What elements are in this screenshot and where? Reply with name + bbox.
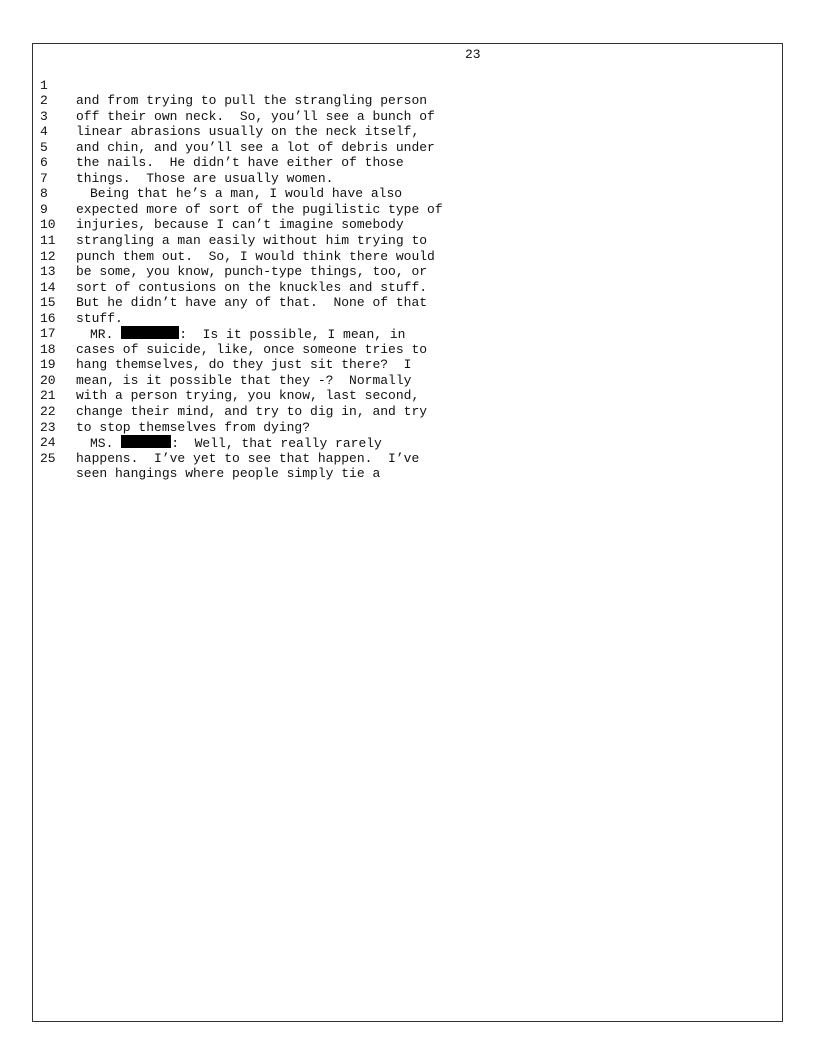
line-number: 12 — [40, 248, 56, 264]
line-number: 7 — [40, 170, 48, 186]
line-number: 8 — [40, 186, 48, 202]
line-text: mean, is it possible that they -? Normally — [76, 372, 412, 388]
line-number: 5 — [40, 139, 48, 155]
line-number: 25 — [40, 450, 56, 466]
line-text: strangling a man easily without him trying to — [76, 233, 428, 249]
line-text: be some, you know, punch-type things, too, or — [76, 264, 428, 280]
line-number: 23 — [40, 419, 56, 435]
line-number: 15 — [40, 295, 56, 311]
line-text: cases of suicide, like, once someone tries to — [76, 341, 428, 357]
line-text: But he didn’t have any of that. None of that — [76, 295, 428, 311]
line-text: seen hangings where people simply tie a — [76, 466, 381, 482]
line-text: stuff. — [76, 310, 123, 326]
speaker-title: MS. — [90, 436, 114, 452]
line-text: happens. I’ve yet to see that happen. I’ve — [76, 450, 420, 466]
line-text: expected more of sort of the pugilistic type of — [76, 201, 443, 217]
line-text: Being that he’s a man, I would have also — [90, 186, 403, 202]
line-number: 16 — [40, 310, 56, 326]
line-number: 2 — [40, 93, 48, 109]
line-number: 17 — [40, 326, 56, 342]
line-number: 19 — [40, 357, 56, 373]
line-text: : Well, that really rarely — [171, 436, 382, 452]
line-number: 18 — [40, 341, 56, 357]
line-number: 14 — [40, 279, 56, 295]
line-text: off their own neck. So, you’ll see a bunch of — [76, 108, 435, 124]
line-text: and from trying to pull the strangling person — [76, 93, 428, 109]
line-number: 10 — [40, 217, 56, 233]
line-text: : Is it possible, I mean, in — [179, 327, 406, 343]
line-number: 21 — [40, 388, 56, 404]
line-number: 24 — [40, 435, 56, 451]
page-number: 23 — [465, 47, 481, 62]
line-number: 11 — [40, 233, 56, 249]
speaker-title: MR. — [90, 327, 114, 343]
line-number: 20 — [40, 372, 56, 388]
transcript-line — [0, 62, 816, 109]
line-text: sort of contusions on the knuckles and stuff. — [76, 279, 428, 295]
line-text: and chin, and you’ll see a lot of debris under — [76, 139, 435, 155]
line-number: 13 — [40, 264, 56, 280]
line-number: 4 — [40, 124, 48, 140]
line-text: linear abrasions usually on the neck itself, — [76, 124, 420, 140]
line-text: with a person trying, you know, last second, — [76, 388, 420, 404]
line-text: to stop themselves from dying? — [76, 419, 311, 435]
line-number: 9 — [40, 201, 48, 217]
line-number: 1 — [40, 77, 48, 93]
line-text: the nails. He didn’t have either of those — [76, 155, 404, 171]
line-text: hang themselves, do they just sit there? I — [76, 357, 412, 373]
line-text: things. Those are usually women. — [76, 170, 334, 186]
line-number: 22 — [40, 404, 56, 420]
line-text: injuries, because I can’t imagine somebody — [76, 217, 404, 233]
line-number: 3 — [40, 108, 48, 124]
line-text: change their mind, and try to dig in, and try — [76, 404, 428, 420]
transcript-body — [0, 62, 816, 482]
line-number: 6 — [40, 155, 48, 171]
line-text: punch them out. So, I would think there would — [76, 248, 435, 264]
